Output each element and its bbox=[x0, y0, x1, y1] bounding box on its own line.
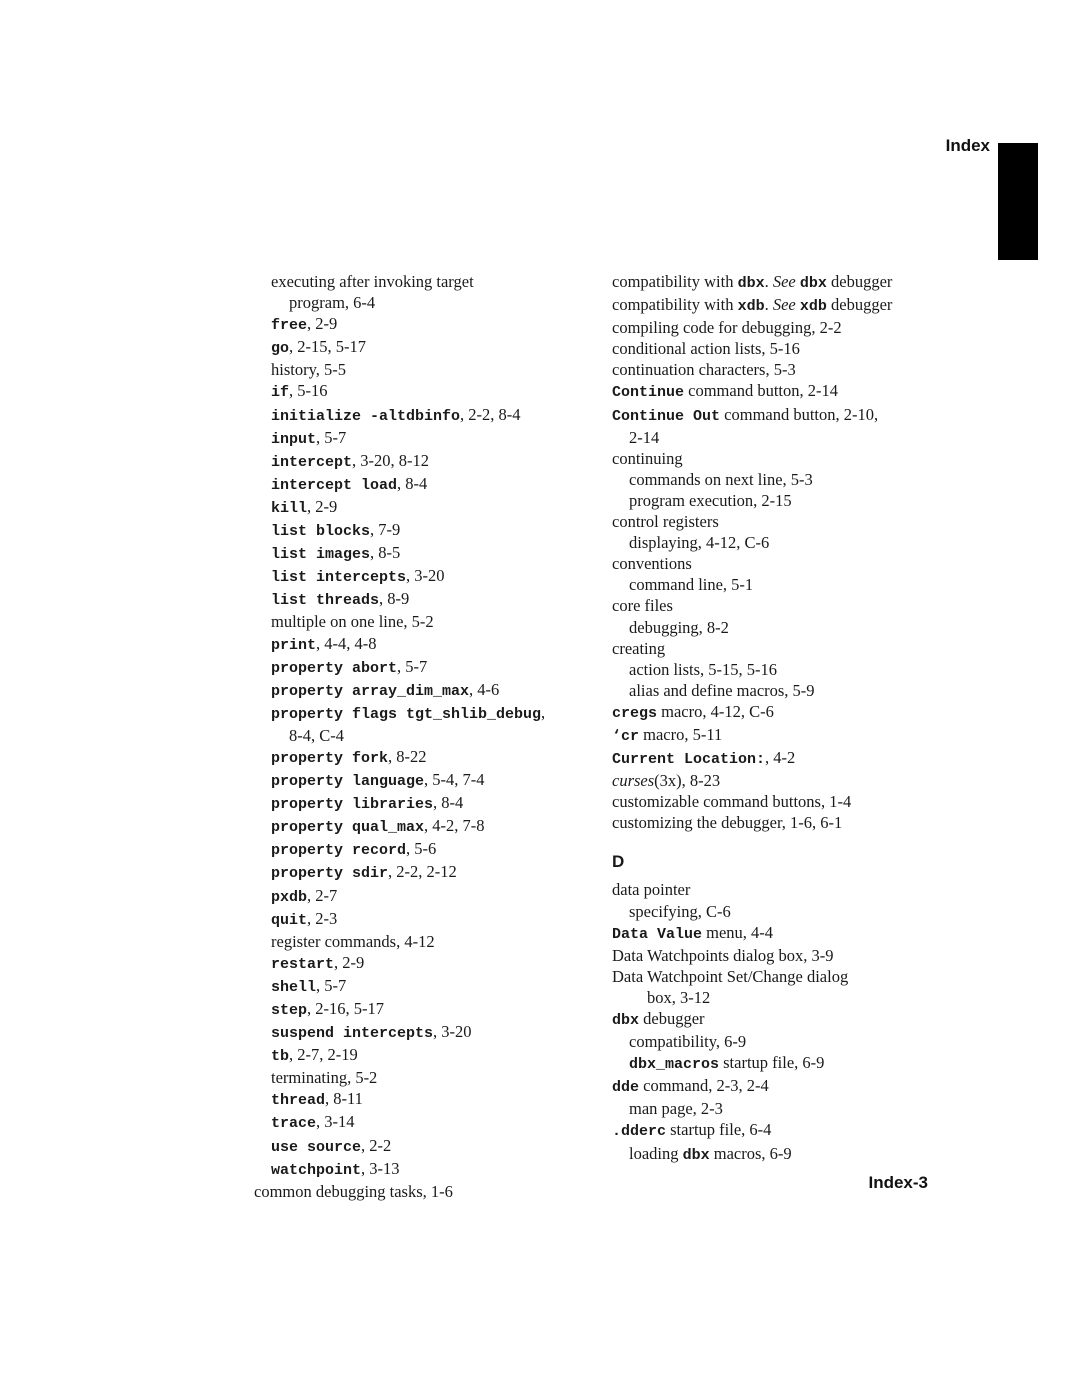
entry-text: , 4-2 bbox=[765, 748, 796, 768]
index-entry bbox=[612, 879, 952, 900]
index-entry bbox=[612, 448, 952, 469]
index-subentry bbox=[254, 975, 584, 998]
code-term: dbx bbox=[612, 1012, 640, 1029]
code-term: property libraries bbox=[271, 796, 434, 814]
index-subentry bbox=[612, 617, 952, 638]
index-column-right bbox=[612, 271, 952, 1166]
thumb-index-tab bbox=[998, 143, 1038, 260]
code-term: xdb bbox=[799, 298, 827, 316]
code-term: list images bbox=[271, 546, 371, 564]
index-entry bbox=[612, 271, 952, 294]
entry-text: , 8-22 bbox=[388, 746, 427, 766]
entry-text: continuation characters, 5-3 bbox=[612, 360, 796, 380]
index-subentry bbox=[254, 1067, 584, 1088]
entry-text: startup file, 6-9 bbox=[719, 1053, 825, 1073]
entry-text: , 2-7, 2-19 bbox=[289, 1045, 358, 1065]
index-subentry bbox=[254, 1021, 584, 1044]
entry-text: , 5-7 bbox=[397, 656, 428, 676]
entry-text: displaying, 4-12, C-6 bbox=[629, 533, 770, 553]
code-term: intercept load bbox=[271, 476, 398, 494]
index-entry bbox=[612, 791, 952, 812]
entry-text: continuing bbox=[612, 448, 683, 468]
code-term: watchpoint bbox=[271, 1161, 362, 1179]
index-subentry bbox=[254, 565, 584, 588]
entry-text: terminating, 5-2 bbox=[271, 1068, 378, 1088]
entry-text: , 2-2, 8-4 bbox=[460, 404, 521, 424]
entry-text: 2-14 bbox=[629, 427, 660, 447]
entry-text: data pointer bbox=[612, 880, 691, 900]
entry-text: menu, 4-4 bbox=[702, 922, 774, 942]
entry-text: loading bbox=[629, 1143, 683, 1163]
index-entry bbox=[612, 770, 952, 791]
entry-text: , 3-20, 8-12 bbox=[352, 450, 430, 470]
code-term: Data Value bbox=[612, 925, 703, 943]
entry-text: conventions bbox=[612, 554, 692, 574]
entry-text: , 2-9 bbox=[334, 952, 365, 972]
index-entry bbox=[612, 595, 952, 616]
entry-text: , 2-9 bbox=[307, 496, 338, 516]
italic-term: See bbox=[772, 272, 796, 291]
index-entry bbox=[612, 747, 952, 770]
index-subentry bbox=[612, 1052, 952, 1075]
index-subentry bbox=[612, 1098, 952, 1119]
entry-text: , 2-15, 5-17 bbox=[289, 337, 367, 357]
entry-text: customizable command buttons, 1-4 bbox=[612, 792, 852, 812]
code-term: trace bbox=[271, 1115, 317, 1133]
entry-text: , 4-6 bbox=[469, 679, 500, 699]
code-term: input bbox=[271, 430, 317, 448]
index-subentry bbox=[254, 588, 584, 611]
code-term: cregs bbox=[612, 704, 658, 722]
index-subentry bbox=[612, 901, 952, 922]
entry-text: debugging, 8-2 bbox=[629, 617, 729, 637]
index-subentry bbox=[254, 861, 584, 884]
code-term: xdb bbox=[737, 298, 765, 316]
index-subentry bbox=[612, 1031, 952, 1052]
entry-text: , 8-11 bbox=[325, 1089, 363, 1109]
entry-text: , 5-7 bbox=[316, 427, 347, 447]
index-subentry bbox=[254, 1111, 584, 1134]
entry-text: , 8-5 bbox=[370, 543, 401, 563]
code-term: property flags tgt_shlib_debug bbox=[271, 705, 542, 723]
entry-text: , 8-4 bbox=[397, 473, 428, 493]
entry-text: (3x), 8-23 bbox=[654, 771, 721, 791]
code-term: go bbox=[271, 340, 290, 358]
index-subentry bbox=[254, 404, 584, 427]
code-term: quit bbox=[271, 911, 308, 929]
code-term: restart bbox=[271, 955, 335, 973]
entry-text: multiple on one line, 5-2 bbox=[271, 612, 434, 632]
index-subentry bbox=[612, 532, 952, 553]
entry-text: , 3-20 bbox=[433, 1022, 472, 1042]
entry-text: program, 6-4 bbox=[289, 293, 376, 313]
entry-text: , 2-16, 5-17 bbox=[307, 999, 385, 1018]
entry-text: executing after invoking target bbox=[271, 272, 474, 291]
index-subentry bbox=[254, 336, 584, 359]
entry-text: debugger bbox=[826, 272, 893, 291]
entry-text: commands on next line, 5-3 bbox=[629, 469, 813, 489]
code-term: property language bbox=[271, 773, 425, 791]
code-term: initialize -altdbinfo bbox=[271, 407, 461, 425]
index-subentry bbox=[254, 380, 584, 403]
italic-term: See bbox=[772, 295, 796, 315]
code-term: list blocks bbox=[271, 523, 371, 541]
index-subentry bbox=[254, 908, 584, 931]
code-term: list intercepts bbox=[271, 569, 407, 587]
code-term: kill bbox=[271, 499, 308, 517]
index-subentry bbox=[612, 469, 952, 490]
index-subentry bbox=[254, 427, 584, 450]
entry-text: startup file, 6-4 bbox=[666, 1120, 772, 1140]
entry-text: alias and define macros, 5-9 bbox=[629, 680, 815, 700]
code-term: shell bbox=[271, 978, 317, 996]
index-subentry bbox=[254, 473, 584, 496]
entry-text: , 4-2, 7-8 bbox=[424, 816, 485, 836]
index-entry bbox=[612, 701, 952, 724]
entry-text: core files bbox=[612, 596, 673, 616]
index-subentry bbox=[612, 574, 952, 595]
italic-term: curses bbox=[612, 771, 655, 791]
index-subentry bbox=[612, 680, 952, 701]
entry-text: . bbox=[764, 272, 773, 291]
entry-text: compiling code for debugging, 2-2 bbox=[612, 318, 842, 338]
entry-text: command button, 2-10, bbox=[720, 404, 879, 424]
index-column-left bbox=[254, 271, 584, 1202]
index-entry bbox=[612, 380, 952, 403]
entry-text: 8-4, C-4 bbox=[289, 725, 344, 745]
code-term: dbx bbox=[737, 275, 765, 292]
index-subentry bbox=[254, 679, 584, 702]
code-term: if bbox=[271, 384, 290, 402]
index-subentry bbox=[254, 1135, 584, 1158]
code-term: free bbox=[271, 317, 308, 335]
index-subentry bbox=[254, 633, 584, 656]
entry-text: compatibility with bbox=[612, 272, 738, 291]
index-subentry bbox=[612, 1143, 952, 1166]
index-subentry bbox=[254, 359, 584, 380]
code-term: dbx bbox=[799, 275, 827, 292]
entry-text: history, 5-5 bbox=[271, 360, 347, 380]
entry-text: Data Watchpoint Set/Change dialog bbox=[612, 966, 849, 986]
entry-text: , 5-7 bbox=[316, 975, 347, 995]
entry-text: , 2-9 bbox=[307, 314, 338, 334]
entry-text: program execution, 2-15 bbox=[629, 490, 792, 510]
entry-text: command, 2-3, 2-4 bbox=[639, 1076, 769, 1096]
index-entry bbox=[612, 294, 952, 317]
code-term: property fork bbox=[271, 749, 389, 767]
code-term: .dderc bbox=[612, 1123, 667, 1141]
index-subentry bbox=[254, 542, 584, 565]
entry-text: compatibility with bbox=[612, 295, 738, 315]
code-term: use source bbox=[271, 1138, 362, 1156]
code-term: dbx_macros bbox=[629, 1056, 720, 1074]
index-subentry bbox=[254, 792, 584, 815]
index-entry bbox=[612, 338, 952, 359]
code-term: Current Location: bbox=[612, 751, 766, 769]
entry-text: man page, 2-3 bbox=[629, 1099, 723, 1119]
index-subentry bbox=[254, 611, 584, 632]
index-entry bbox=[612, 359, 952, 380]
index-subentry bbox=[254, 725, 584, 746]
entry-text: , 4-4, 4-8 bbox=[316, 633, 377, 653]
index-subentry bbox=[612, 427, 952, 448]
index-subentry bbox=[254, 496, 584, 519]
code-term: dbx bbox=[682, 1146, 710, 1164]
index-subentry bbox=[254, 450, 584, 473]
index-subentry bbox=[254, 815, 584, 838]
code-term: pxdb bbox=[271, 888, 308, 906]
page-number: Index-3 bbox=[868, 1173, 928, 1192]
entry-text: debugger bbox=[639, 1009, 705, 1028]
entry-text: box, 3-12 bbox=[647, 987, 711, 1007]
entry-text: command line, 5-1 bbox=[629, 575, 754, 595]
code-term: thread bbox=[271, 1092, 326, 1110]
index-entry bbox=[612, 945, 952, 966]
index-subentry bbox=[612, 659, 952, 680]
code-term: property qual_max bbox=[271, 819, 425, 837]
index-subentry bbox=[612, 987, 952, 1008]
entry-text: , 8-9 bbox=[379, 589, 410, 609]
entry-text: , 2-2, 2-12 bbox=[388, 862, 457, 882]
entry-text: , bbox=[541, 702, 546, 722]
index-subentry bbox=[612, 490, 952, 511]
code-term: Continue Out bbox=[612, 407, 721, 425]
index-entry bbox=[612, 812, 952, 833]
code-term: dde bbox=[612, 1079, 640, 1097]
code-term: intercept bbox=[271, 453, 353, 471]
code-term: print bbox=[271, 636, 317, 654]
index-subentry bbox=[254, 313, 584, 336]
code-term: property record bbox=[271, 842, 407, 860]
entry-text: , 8-4 bbox=[433, 793, 464, 813]
entry-text: macros, 6-9 bbox=[709, 1143, 792, 1163]
index-entry bbox=[612, 553, 952, 574]
index-entry bbox=[612, 638, 952, 659]
entry-text: , 3-20 bbox=[406, 566, 445, 586]
code-term: tb bbox=[271, 1048, 290, 1066]
index-subentry bbox=[254, 838, 584, 861]
entry-text: , 2-3 bbox=[307, 908, 338, 928]
code-term: suspend intercepts bbox=[271, 1025, 434, 1043]
index-entry bbox=[612, 317, 952, 338]
code-term: property sdir bbox=[271, 865, 389, 883]
index-subentry bbox=[254, 519, 584, 542]
entry-text: Data Watchpoints dialog box, 3-9 bbox=[612, 945, 834, 965]
index-subentry bbox=[254, 885, 584, 908]
index-subentry bbox=[254, 1044, 584, 1067]
entry-text: macro, 4-12, C-6 bbox=[657, 701, 774, 721]
entry-text: debugger bbox=[826, 295, 893, 315]
entry-text: macro, 5-11 bbox=[639, 724, 723, 744]
index-subentry bbox=[254, 746, 584, 769]
entry-text: , 5-4, 7-4 bbox=[424, 770, 485, 790]
entry-text: command button, 2-14 bbox=[684, 381, 838, 401]
entry-text: conditional action lists, 5-16 bbox=[612, 339, 800, 359]
entry-text: , 5-16 bbox=[289, 381, 328, 401]
entry-text: action lists, 5-15, 5-16 bbox=[629, 659, 778, 679]
code-term: list threads bbox=[271, 592, 380, 610]
entry-text: register commands, 4-12 bbox=[271, 931, 435, 951]
entry-text: , 2-7 bbox=[307, 885, 338, 905]
index-entry bbox=[612, 1119, 952, 1142]
entry-text: common debugging tasks, 1-6 bbox=[254, 1181, 453, 1201]
index-entry bbox=[612, 966, 952, 987]
entry-text: specifying, C-6 bbox=[629, 901, 731, 921]
code-term: property abort bbox=[271, 659, 398, 677]
index-entry bbox=[612, 922, 952, 945]
index-entry bbox=[612, 1075, 952, 1098]
index-subentry bbox=[254, 998, 584, 1021]
entry-text: control registers bbox=[612, 512, 719, 532]
index-subentry bbox=[254, 656, 584, 679]
code-term: property array_dim_max bbox=[271, 682, 470, 700]
entry-text: , 2-2 bbox=[361, 1135, 392, 1155]
entry-text: , 3-14 bbox=[316, 1112, 355, 1132]
entry-text: customizing the debugger, 1-6, 6-1 bbox=[612, 813, 843, 833]
index-subentry bbox=[254, 931, 584, 952]
code-term: ‘cr bbox=[612, 727, 640, 745]
code-term: step bbox=[271, 1002, 308, 1019]
index-subentry bbox=[254, 769, 584, 792]
section-letter-heading: D bbox=[612, 852, 625, 872]
index-entry bbox=[612, 1008, 952, 1031]
entry-text: compatibility, 6-9 bbox=[629, 1032, 747, 1052]
running-header-title: Index bbox=[945, 136, 990, 155]
index-subentry bbox=[254, 292, 584, 313]
index-subentry bbox=[254, 1088, 584, 1111]
entry-text: creating bbox=[612, 638, 666, 658]
index-subentry bbox=[254, 952, 584, 975]
index-entry bbox=[612, 404, 952, 427]
index-subentry bbox=[254, 1158, 584, 1181]
code-term: Continue bbox=[612, 384, 685, 402]
entry-text: . bbox=[764, 295, 773, 315]
entry-text: , 7-9 bbox=[370, 520, 401, 540]
index-subentry bbox=[254, 702, 584, 725]
index-entry bbox=[254, 1181, 584, 1202]
index-subentry bbox=[254, 271, 584, 292]
entry-text: , 5-6 bbox=[406, 839, 437, 859]
index-entry bbox=[612, 724, 952, 747]
index-entry bbox=[612, 511, 952, 532]
entry-text: , 3-13 bbox=[361, 1158, 400, 1178]
